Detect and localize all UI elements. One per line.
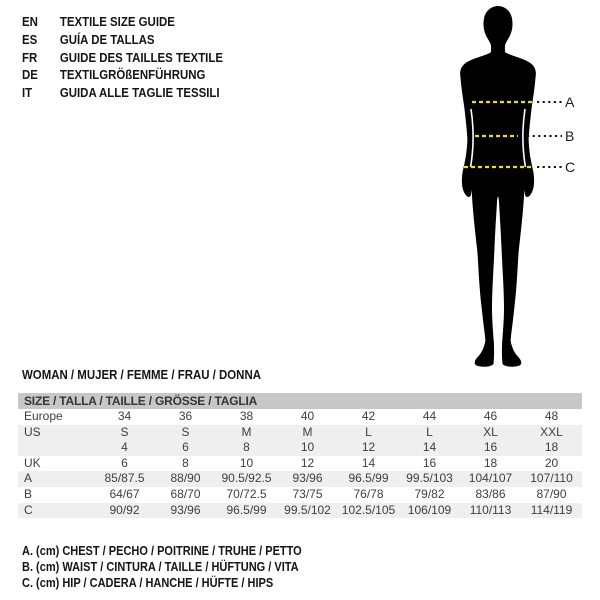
size-cell: 34 bbox=[117, 409, 132, 423]
table-row bbox=[18, 487, 582, 503]
size-table-body bbox=[18, 409, 582, 518]
size-cell: 14 bbox=[361, 455, 376, 470]
size-cell: 40 bbox=[300, 409, 315, 423]
size-cell: 8 bbox=[182, 455, 189, 470]
size-cell: 38 bbox=[239, 409, 254, 423]
table-row bbox=[18, 409, 582, 425]
language-code: FR bbox=[22, 49, 38, 65]
size-cell: 83/86 bbox=[475, 486, 506, 501]
size-cell: 48 bbox=[544, 409, 559, 423]
size-cell: 114/119 bbox=[530, 502, 573, 517]
table-row bbox=[18, 503, 582, 519]
size-cell: 68/70 bbox=[170, 486, 201, 501]
size-cell: 12 bbox=[361, 440, 376, 455]
row-label bbox=[18, 440, 94, 456]
size-cell: 76/78 bbox=[353, 486, 384, 501]
size-cell: XXL bbox=[540, 424, 563, 439]
size-cell: 4 bbox=[121, 440, 128, 455]
size-cell: L bbox=[365, 424, 372, 439]
size-cell: 12 bbox=[300, 455, 315, 470]
size-cell: L bbox=[426, 424, 433, 439]
size-cell: 46 bbox=[483, 409, 498, 423]
language-row bbox=[22, 31, 223, 49]
size-cell: 96.5/99 bbox=[348, 471, 389, 486]
language-row bbox=[22, 66, 223, 84]
size-cell: 10 bbox=[300, 440, 315, 455]
language-code: DE bbox=[22, 67, 38, 83]
size-cell: 16 bbox=[483, 440, 498, 455]
language-title: GUIDA ALLE TAGLIE TESSILI bbox=[59, 85, 220, 101]
row-label: UK bbox=[24, 455, 41, 470]
size-cell: 73/75 bbox=[292, 486, 323, 501]
legend bbox=[22, 544, 302, 591]
size-cell: 10 bbox=[239, 455, 254, 470]
row-label: B bbox=[24, 486, 33, 501]
language-code: EN bbox=[22, 14, 38, 29]
language-row bbox=[22, 13, 223, 31]
legend-item-chest: A. (cm) CHEST / PECHO / POITRINE / TRUHE / PETTO bbox=[22, 544, 302, 558]
table-header: SIZE / TALLA / TAILLE / GRÖSSE / TAGLIA bbox=[18, 393, 582, 409]
language-code: ES bbox=[22, 31, 38, 47]
size-cell: 36 bbox=[178, 409, 193, 423]
row-label: A bbox=[24, 471, 33, 486]
size-cell: 14 bbox=[422, 440, 437, 455]
size-table bbox=[18, 393, 582, 518]
measure-label-a: A bbox=[565, 94, 575, 110]
language-title: GUIDE DES TAILLES TEXTILE bbox=[59, 49, 223, 65]
size-cell: 93/96 bbox=[292, 471, 323, 486]
language-list bbox=[22, 13, 223, 102]
language-row bbox=[22, 49, 223, 67]
measure-label-b: B bbox=[565, 128, 575, 144]
legend-item-waist: B. (cm) WAIST / CINTURA / TAILLE / HÜFTUNG / VITA bbox=[22, 559, 299, 574]
size-cell: 90.5/92.5 bbox=[221, 471, 272, 486]
size-cell: 87/90 bbox=[536, 486, 567, 501]
size-cell: 8 bbox=[243, 440, 250, 455]
size-cell: 88/90 bbox=[170, 471, 201, 486]
body-half-path bbox=[498, 6, 536, 367]
size-cell: 20 bbox=[544, 455, 559, 470]
size-cell: 85/87.5 bbox=[104, 471, 145, 486]
language-title: TEXTILGRÖßENFÜHRUNG bbox=[59, 67, 206, 83]
size-cell: 99.5/102 bbox=[284, 502, 331, 517]
size-cell: M bbox=[241, 424, 252, 439]
table-row bbox=[18, 471, 582, 487]
measure-label-c: C bbox=[565, 159, 576, 175]
size-cell: 6 bbox=[121, 455, 128, 470]
size-cell: S bbox=[120, 424, 129, 439]
size-cell: S bbox=[181, 424, 190, 439]
size-cell: 44 bbox=[422, 409, 437, 423]
size-cell: 16 bbox=[422, 455, 437, 470]
table-row bbox=[18, 425, 582, 441]
size-cell: 110/113 bbox=[469, 502, 512, 517]
size-cell: 79/82 bbox=[414, 486, 445, 501]
figure-silhouette bbox=[443, 2, 568, 372]
size-cell: XL bbox=[483, 424, 498, 439]
row-label: C bbox=[24, 502, 33, 517]
section-title: WOMAN / MUJER / FEMME / FRAU / DONNA bbox=[22, 367, 261, 382]
legend-item-hip: C. (cm) HIP / CADERA / HANCHE / HÜFTE / HIPS bbox=[22, 575, 274, 590]
size-cell: 70/72.5 bbox=[226, 486, 267, 501]
woman-silhouette-svg bbox=[443, 2, 568, 372]
size-cell: 42 bbox=[361, 409, 376, 423]
table-row bbox=[18, 440, 582, 456]
language-row bbox=[22, 84, 223, 102]
language-title: GUÍA DE TALLAS bbox=[59, 31, 155, 47]
size-cell: 104/107 bbox=[468, 471, 513, 486]
size-cell: 93/96 bbox=[170, 502, 201, 517]
size-cell: 64/67 bbox=[109, 486, 140, 501]
size-cell: 106/109 bbox=[407, 502, 452, 517]
size-cell: 90/92 bbox=[109, 502, 140, 517]
size-cell: 18 bbox=[544, 440, 559, 455]
size-cell: 99.5/103 bbox=[406, 471, 453, 486]
size-cell: 6 bbox=[182, 440, 189, 455]
table-row bbox=[18, 456, 582, 472]
row-label: US bbox=[24, 424, 41, 439]
table-header-row bbox=[18, 393, 582, 409]
language-code: IT bbox=[22, 85, 33, 101]
size-cell: 18 bbox=[483, 455, 498, 470]
language-title: TEXTILE SIZE GUIDE bbox=[59, 14, 175, 29]
size-cell: 107/110 bbox=[530, 471, 573, 486]
size-cell: M bbox=[302, 424, 313, 439]
size-cell: 102.5/105 bbox=[341, 502, 396, 517]
size-cell: 96.5/99 bbox=[226, 502, 267, 517]
row-label: Europe bbox=[24, 409, 63, 423]
